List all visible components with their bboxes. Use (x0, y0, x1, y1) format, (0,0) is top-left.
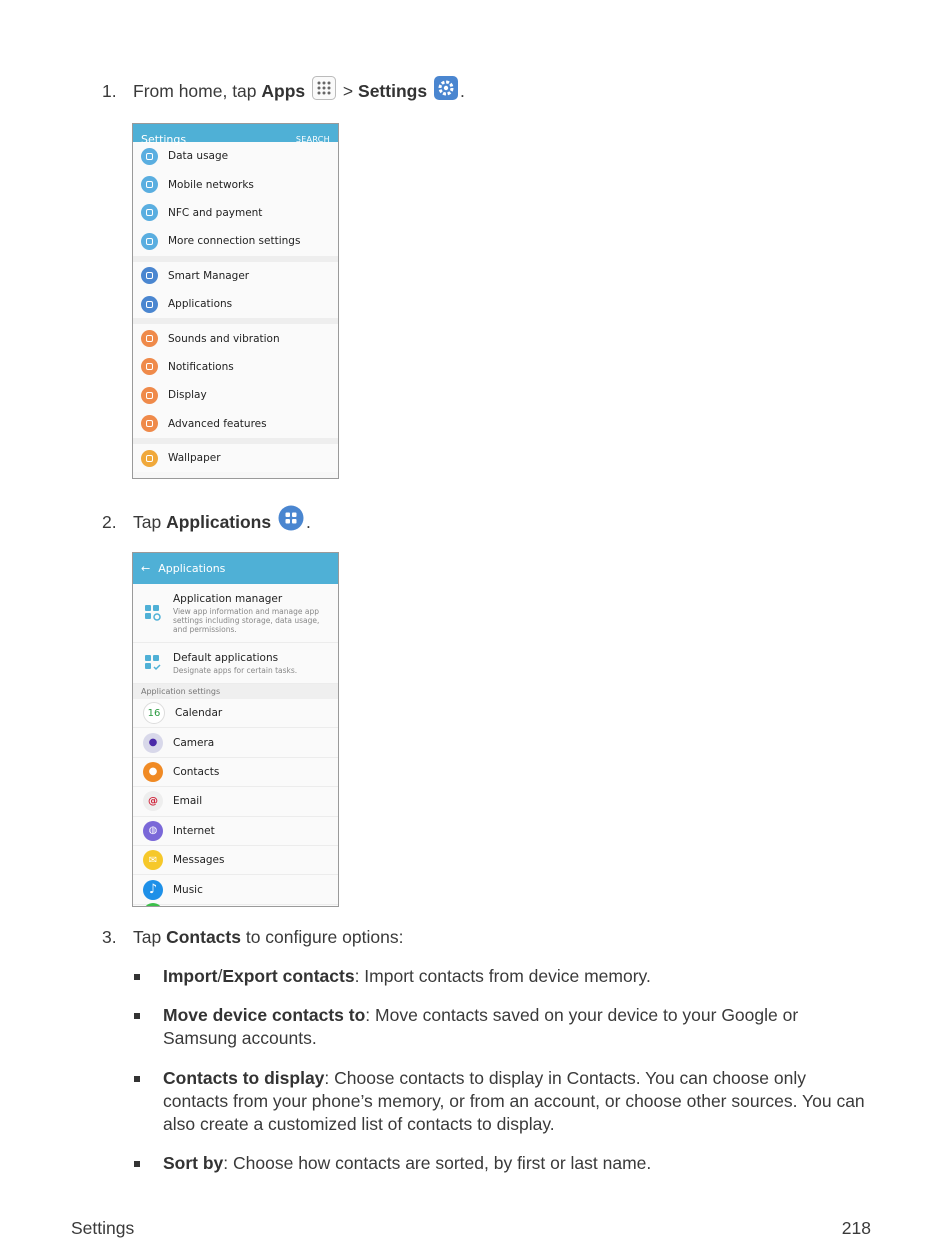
footer-section: Settings (71, 1218, 135, 1238)
applications-screenshot (132, 552, 339, 907)
advanced-features-icon (141, 415, 158, 432)
bullet-marker (134, 1161, 140, 1167)
applications-icon (141, 296, 158, 313)
app-row[interactable]: ● Camera (133, 728, 338, 757)
contacts-label: Contacts (166, 927, 241, 947)
bullet-marker (134, 1013, 140, 1019)
email-icon: @ (143, 791, 163, 811)
notifications-icon (141, 358, 158, 375)
internet-icon: ◍ (143, 821, 163, 841)
step-1: 1. From home, tap Apps > Settings . (102, 76, 465, 106)
app-row[interactable]: ♪ Music (133, 875, 338, 904)
apps-label: Apps (261, 81, 306, 101)
messages-icon: ✉ (143, 850, 163, 870)
settings-item[interactable]: Smart Manager (133, 262, 338, 290)
settings-item[interactable]: More connection settings (133, 227, 338, 255)
bullet-sort-by: Sort by: Choose how contacts are sorted, by first or last name. (132, 1152, 872, 1175)
applications-icon (278, 505, 304, 537)
default-applications-row[interactable]: Default applications Designate apps for certain tasks. (133, 643, 338, 684)
bullet-move-contacts: Move device contacts to: Move contacts saved on your device to your Google or Samsung accounts. (132, 1004, 872, 1050)
page-number: 218 (841, 1218, 871, 1238)
more-connection-icon (141, 233, 158, 250)
settings-item[interactable]: Mobile networks (133, 170, 338, 198)
apps-grid-icon (312, 76, 336, 106)
step-3: 3. Tap Contacts to configure options: (102, 927, 404, 947)
application-manager-icon (143, 603, 163, 623)
settings-title: Settings (141, 133, 187, 146)
back-arrow-icon[interactable]: ← (141, 562, 151, 575)
bullet-import-export: Import/Export contacts: Import contacts from device memory. (132, 965, 872, 988)
settings-item[interactable]: Applications (133, 290, 338, 318)
application-manager-row[interactable]: Application manager View app information and manage app settings including storage, data usage, and permissions. (133, 584, 338, 643)
app-row[interactable]: 16 Calendar (133, 699, 338, 728)
settings-label: Settings (358, 81, 428, 101)
mobile-networks-icon (141, 176, 158, 193)
bullet-contacts-to-display: Contacts to display: Choose contacts to display in Contacts. You can choose only contacts from your phone’s memory, or from an account, or choose other sources. You can also create a customized list of contacts to display. (132, 1067, 872, 1136)
calendar-icon: 16 (143, 702, 165, 724)
smart-manager-icon (141, 267, 158, 284)
contacts-icon: ● (143, 762, 163, 782)
step-2: 2. Tap Applications . (102, 505, 311, 537)
applications-label: Applications (166, 512, 272, 532)
sound-icon (141, 330, 158, 347)
nfc-icon (141, 204, 158, 221)
app-row[interactable]: ● Contacts (133, 758, 338, 787)
settings-screenshot (132, 123, 339, 479)
settings-item[interactable]: Display (133, 381, 338, 409)
display-icon (141, 387, 158, 404)
bullet-marker (134, 1076, 140, 1082)
music-icon: ♪ (143, 880, 163, 900)
settings-item[interactable]: Data usage (133, 142, 338, 170)
search-button[interactable]: SEARCH (295, 135, 330, 144)
app-row[interactable]: ✉ Messages (133, 846, 338, 875)
default-applications-icon (143, 653, 163, 673)
camera-icon: ● (143, 733, 163, 753)
settings-item[interactable]: Sounds and vibration (133, 324, 338, 352)
applications-title: Applications (158, 562, 226, 575)
settings-item[interactable]: Wallpaper (133, 444, 338, 472)
settings-item[interactable]: Advanced features (133, 410, 338, 438)
app-row[interactable]: ◍ Internet (133, 817, 338, 846)
settings-gear-icon (434, 76, 458, 106)
data-usage-icon (141, 148, 158, 165)
next-row-partial (133, 905, 338, 907)
applications-appbar (133, 553, 338, 584)
bullet-marker (134, 974, 140, 980)
wallpaper-icon (141, 450, 158, 467)
application-settings-header: Application settings (133, 684, 338, 699)
app-row[interactable]: @ Email (133, 787, 338, 816)
settings-item[interactable]: NFC and payment (133, 199, 338, 227)
settings-item[interactable]: Notifications (133, 353, 338, 381)
